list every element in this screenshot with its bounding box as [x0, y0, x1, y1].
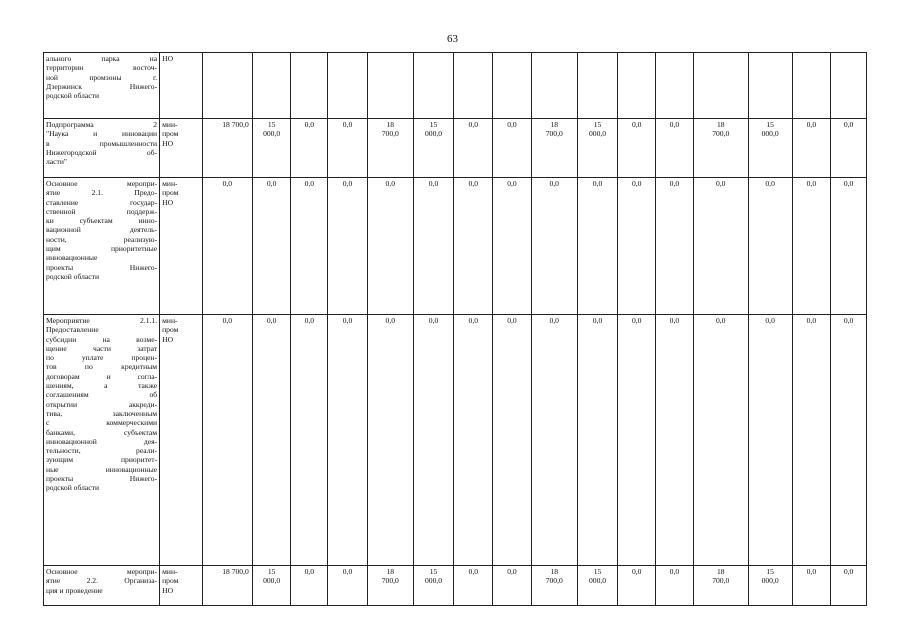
value-cell — [748, 119, 792, 178]
value-part: 000,0 — [761, 576, 779, 586]
value-part: 700,0 — [545, 576, 563, 586]
row-name-line: ятие 2.2. Организа- — [46, 576, 158, 586]
row-executor-line: мин- — [162, 120, 178, 129]
budget-table — [43, 52, 867, 606]
value-cell — [618, 53, 656, 119]
value-cell: 0,0 — [367, 178, 413, 315]
value-cell: 0,0 — [367, 315, 413, 566]
value-cell: 0,0 — [328, 119, 368, 178]
row-name-line: договорам и согла- — [46, 371, 158, 381]
row-name-line: Дзержинск Нижего- — [46, 81, 158, 91]
row-name-line: тельности, реали- — [46, 446, 158, 456]
row-executor-line: пром — [162, 325, 179, 335]
value-part: 15 — [429, 567, 438, 576]
value-cell: 0,0 — [792, 315, 831, 566]
value-cell — [656, 53, 694, 119]
value-cell: 0,0 — [328, 315, 368, 566]
value-cell: 0,0 — [252, 178, 291, 315]
row-name-line: банками, субъектам — [46, 427, 158, 437]
value-part: 18 — [716, 120, 725, 129]
row-name-line: инновационные — [46, 253, 98, 263]
value-part: 15 — [267, 567, 276, 576]
value-part: 15 — [593, 120, 602, 129]
value-part: 15 — [593, 567, 602, 576]
value-cell — [413, 53, 454, 119]
row-name-cell — [44, 178, 160, 315]
value-cell: 0,0 — [792, 566, 831, 606]
value-cell — [831, 53, 867, 119]
value-cell: 0,0 — [328, 566, 368, 606]
value-part: 700,0 — [381, 576, 399, 586]
value-cell: 0,0 — [577, 315, 618, 566]
value-part: 18 — [550, 120, 559, 129]
value-cell: 0,0 — [792, 119, 831, 178]
row-name-line: вационной деятель- — [46, 225, 158, 235]
value-part: 15 — [429, 120, 438, 129]
value-part: 18 — [550, 567, 559, 576]
value-cell: 0,0 — [618, 315, 656, 566]
value-cell — [693, 566, 748, 606]
row-name-line: ставление государ- — [46, 197, 158, 207]
value-part: 000,0 — [263, 129, 281, 139]
value-cell: 0,0 — [693, 178, 748, 315]
row-executor-line: пром — [162, 188, 179, 198]
value-part: 18 — [386, 120, 395, 129]
value-cell — [413, 119, 454, 178]
row-name-cell — [44, 53, 160, 119]
value-cell — [748, 53, 792, 119]
value-part: 000,0 — [425, 129, 443, 139]
value-part: 15 — [766, 567, 774, 576]
value-cell — [577, 119, 618, 178]
value-cell: 0,0 — [792, 178, 831, 315]
row-executor-cell — [160, 178, 203, 315]
row-name-cell — [44, 566, 160, 606]
row-name-line: проекты Нижего- — [46, 474, 158, 484]
row-executor-cell — [160, 315, 203, 566]
row-name-line: соглашениям об — [46, 390, 158, 400]
row-name-line: открытии аккреди- — [46, 399, 158, 409]
row-name-line: щим приоритетные — [46, 244, 158, 254]
row-executor-line: НО — [162, 138, 174, 148]
row-name-line: родской области — [46, 271, 100, 281]
value-cell: 0,0 — [831, 566, 867, 606]
table-row — [44, 566, 867, 606]
value-cell: 0,0 — [693, 315, 748, 566]
row-name-line: "Наука и инновации — [46, 129, 158, 139]
value-cell — [291, 53, 328, 119]
row-name-line: родской области — [46, 91, 100, 101]
value-cell — [202, 53, 252, 119]
value-cell — [454, 53, 493, 119]
value-cell: 0,0 — [202, 315, 252, 566]
row-name-line: в промышленности — [46, 138, 158, 148]
value-cell: 0,0 — [252, 315, 291, 566]
row-executor-cell — [160, 566, 203, 606]
value-cell — [748, 566, 792, 606]
value-part: 000,0 — [425, 576, 443, 586]
value-cell: 0,0 — [656, 566, 694, 606]
value-cell: 0,0 — [291, 178, 328, 315]
row-name-line: ального парка на — [46, 54, 158, 63]
table-row — [44, 53, 867, 119]
row-name-line: ки субъектам инно- — [46, 216, 158, 226]
row-name-line: родской области — [46, 483, 100, 493]
value-cell — [328, 53, 368, 119]
value-part: 000,0 — [588, 129, 607, 139]
row-name-cell — [44, 315, 160, 566]
row-executor-line: пром — [162, 576, 179, 586]
value-cell: 0,0 — [618, 119, 656, 178]
value-cell: 0,0 — [618, 178, 656, 315]
value-part: 18 — [716, 567, 725, 576]
row-name-line: щение части затрат — [46, 343, 158, 353]
value-cell: 0,0 — [618, 566, 656, 606]
value-part: 700,0 — [381, 129, 399, 139]
value-cell: 0,0 — [831, 315, 867, 566]
row-name-line: Предоставление — [46, 325, 99, 335]
value-part: 18 — [386, 567, 395, 576]
row-executor-cell — [160, 53, 203, 119]
value-part: 15 — [267, 120, 276, 129]
row-name-line: ственной поддерж- — [46, 206, 158, 216]
value-cell: 0,0 — [748, 178, 792, 315]
row-name-line: территории восточ- — [46, 63, 158, 73]
value-cell: 0,0 — [291, 119, 328, 178]
row-name-line: ные инновационные — [46, 464, 158, 474]
value-cell: 0,0 — [493, 315, 532, 566]
table-row — [44, 315, 867, 566]
row-executor-line: мин- — [162, 316, 178, 325]
value-cell — [252, 119, 291, 178]
value-part: 000,0 — [761, 129, 779, 139]
value-cell: 0,0 — [291, 315, 328, 566]
value-cell: 18 700,0 — [202, 566, 252, 606]
value-cell — [577, 53, 618, 119]
value-cell: 0,0 — [493, 566, 532, 606]
row-name-line: ласти" — [46, 157, 68, 167]
value-cell — [367, 53, 413, 119]
value-cell — [367, 566, 413, 606]
value-cell: 0,0 — [291, 566, 328, 606]
value-part: 000,0 — [588, 576, 607, 586]
row-name-line: ция и проведение — [46, 585, 103, 595]
row-executor-line: НО — [162, 585, 174, 595]
row-executor-line: мин- — [162, 567, 178, 576]
row-name-cell — [44, 119, 160, 178]
value-cell — [531, 119, 577, 178]
value-part: 700,0 — [712, 129, 730, 139]
value-cell: 0,0 — [748, 315, 792, 566]
value-cell: 0,0 — [531, 315, 577, 566]
value-part: 000,0 — [263, 576, 281, 586]
row-name-line: ятие 2.1. Предо- — [46, 188, 158, 198]
value-cell — [792, 53, 831, 119]
row-executor-line: НО — [162, 197, 174, 207]
row-executor-line: НО — [162, 334, 174, 344]
row-name-line: Основное меропри- — [46, 179, 158, 188]
value-cell — [693, 53, 748, 119]
row-name-line: ной промзоны г. — [46, 72, 158, 82]
row-executor-line: пром — [162, 129, 179, 139]
value-cell: 0,0 — [454, 566, 493, 606]
row-executor-line: мин- — [162, 179, 178, 188]
value-cell: 0,0 — [831, 119, 867, 178]
value-cell — [252, 566, 291, 606]
row-name-line: субсидии на возме- — [46, 334, 158, 344]
table-row — [44, 119, 867, 178]
row-name-line: Нижегородской об- — [46, 147, 158, 157]
value-cell — [577, 566, 618, 606]
value-cell: 0,0 — [831, 178, 867, 315]
value-cell: 0,0 — [454, 315, 493, 566]
row-name-line: тов по кредитным — [46, 362, 158, 372]
table-row — [44, 178, 867, 315]
value-cell: 0,0 — [454, 178, 493, 315]
value-cell — [252, 53, 291, 119]
value-cell: 0,0 — [656, 315, 694, 566]
row-name-line: тива, заключенным — [46, 408, 158, 418]
row-name-line: Мероприятие 2.1.1. — [46, 316, 158, 325]
value-cell: 0,0 — [454, 119, 493, 178]
row-executor-line: НО — [162, 54, 174, 63]
value-cell: 0,0 — [328, 178, 368, 315]
value-part: 15 — [766, 120, 774, 129]
value-cell — [531, 53, 577, 119]
value-cell: 0,0 — [413, 315, 454, 566]
row-name-line: шениям, а также — [46, 381, 158, 391]
row-name-line: по уплате процен- — [46, 353, 158, 363]
row-name-line: инновационной дея- — [46, 436, 158, 446]
value-cell: 0,0 — [493, 119, 532, 178]
value-cell: 0,0 — [656, 119, 694, 178]
value-cell: 0,0 — [577, 178, 618, 315]
row-name-line: Основное меропри- — [46, 567, 158, 576]
row-name-line: проекты Нижего- — [46, 262, 158, 272]
row-name-line: зующим приоритет- — [46, 455, 158, 465]
value-cell: 0,0 — [493, 178, 532, 315]
value-cell — [693, 119, 748, 178]
value-cell: 0,0 — [531, 178, 577, 315]
value-cell: 0,0 — [413, 178, 454, 315]
value-cell: 18 700,0 — [202, 119, 252, 178]
row-name-line: ности, реализую- — [46, 234, 158, 244]
row-name-line: Подпрограмма 2 — [46, 120, 158, 129]
row-executor-cell — [160, 119, 203, 178]
value-cell — [413, 566, 454, 606]
page-number: 63 — [447, 33, 458, 45]
value-cell — [531, 566, 577, 606]
value-cell — [493, 53, 532, 119]
value-cell: 0,0 — [656, 178, 694, 315]
value-cell — [367, 119, 413, 178]
value-part: 700,0 — [545, 129, 563, 139]
value-part: 700,0 — [712, 576, 730, 586]
value-cell: 0,0 — [202, 178, 252, 315]
row-name-line: с коммерческими — [46, 418, 158, 428]
